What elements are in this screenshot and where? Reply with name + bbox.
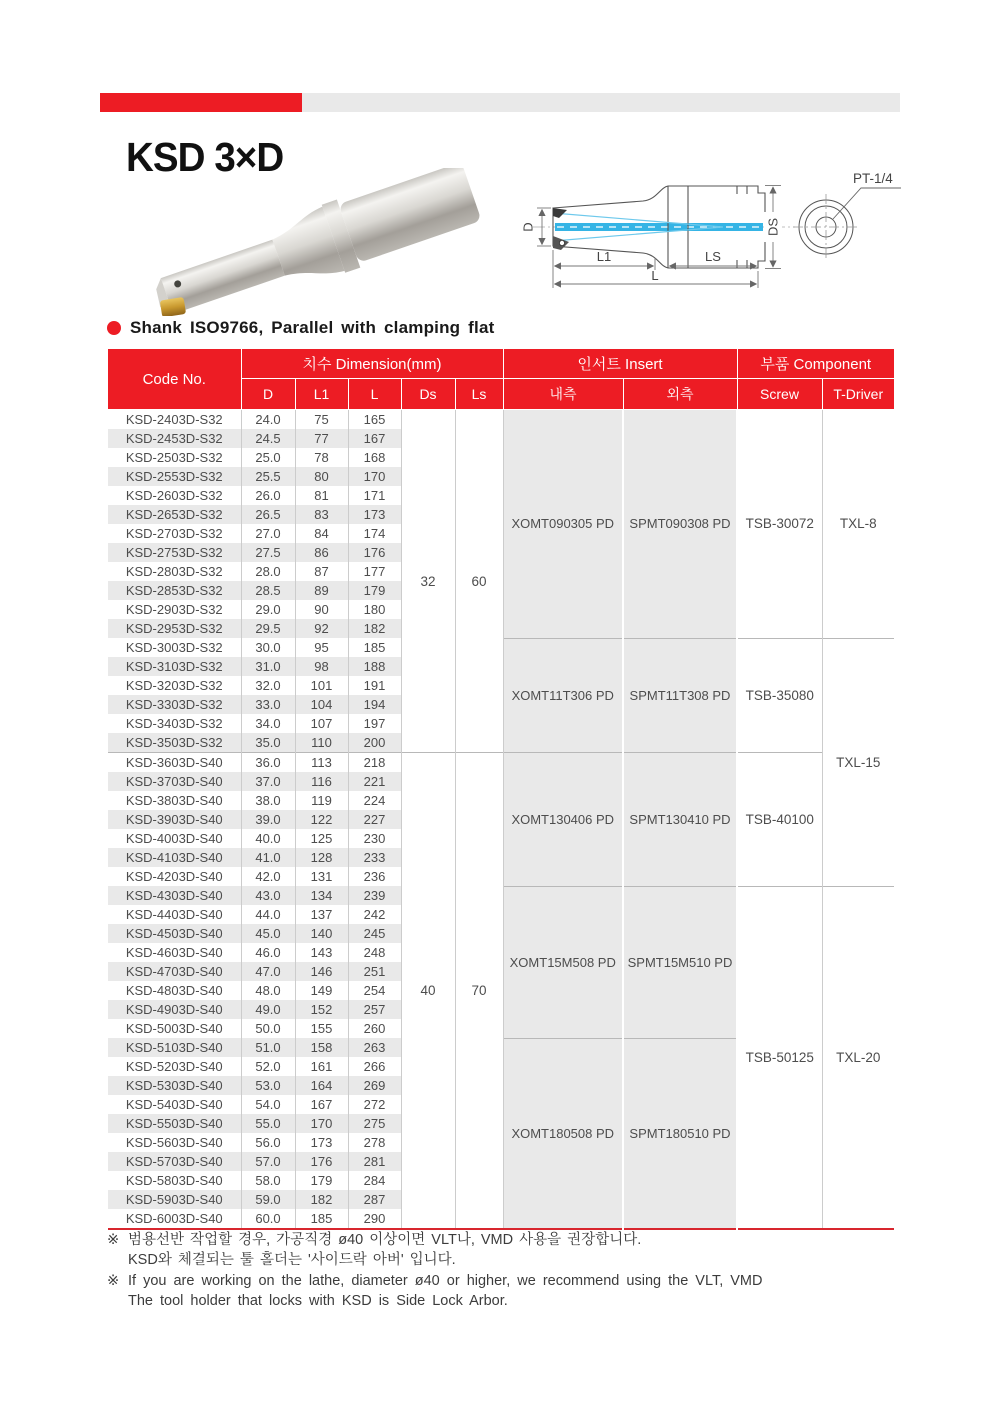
product-photo (138, 168, 510, 316)
cell-d: 28.5 (241, 581, 295, 600)
cell-l1: 81 (295, 486, 348, 505)
cell-l: 185 (348, 638, 401, 657)
cell-l1: 179 (295, 1171, 348, 1190)
cell-code: KSD-4803D-S40 (108, 981, 241, 1000)
cell-code: KSD-3903D-S40 (108, 810, 241, 829)
cell-code: KSD-4303D-S40 (108, 886, 241, 905)
cell-l: 173 (348, 505, 401, 524)
cell-d: 56.0 (241, 1133, 295, 1152)
cell-driver: TXL-8 (839, 516, 877, 532)
cell-d: 54.0 (241, 1095, 295, 1114)
cell-code: KSD-3103D-S32 (108, 657, 241, 676)
cell-l1: 182 (295, 1190, 348, 1209)
col-header-code: Code No. (108, 349, 241, 410)
cell-code: KSD-5103D-S40 (108, 1038, 241, 1057)
cell-ls: 60 (455, 410, 503, 753)
cell-d: 41.0 (241, 848, 295, 867)
cell-code: KSD-3303D-S32 (108, 695, 241, 714)
cell-l1: 143 (295, 943, 348, 962)
cell-l1: 185 (295, 1209, 348, 1229)
cell-l1: 158 (295, 1038, 348, 1057)
cell-d: 48.0 (241, 981, 295, 1000)
cell-l1: 164 (295, 1076, 348, 1095)
col-header-insert: 인서트 Insert (503, 349, 737, 379)
cell-code: KSD-2553D-S32 (108, 467, 241, 486)
cell-l1: 77 (295, 429, 348, 448)
cell-code: KSD-5903D-S40 (108, 1190, 241, 1209)
cell-code: KSD-2903D-S32 (108, 600, 241, 619)
cell-screw: TSB-30072 (737, 410, 822, 639)
footnote-korean (107, 1230, 641, 1270)
section-heading-label: Shank ISO9766, Parallel with clamping flat (130, 318, 495, 337)
cell-d: 27.0 (241, 524, 295, 543)
cell-insert-inner: XOMT130406 PD (503, 753, 623, 887)
cell-code: KSD-2403D-S32 (108, 410, 241, 430)
cell-l1: 149 (295, 981, 348, 1000)
cell-insert-inner: XOMT15M508 PD (503, 886, 623, 1038)
dimension-lines (537, 186, 781, 289)
cell-code: KSD-5703D-S40 (108, 1152, 241, 1171)
cell-l1: 75 (295, 410, 348, 430)
cell-d: 24.5 (241, 429, 295, 448)
table-row (108, 753, 894, 773)
cell-d: 46.0 (241, 943, 295, 962)
col-header-inner: 내측 (503, 379, 623, 410)
cell-code: KSD-5003D-S40 (108, 1019, 241, 1038)
cell-d: 27.5 (241, 543, 295, 562)
cell-l: 177 (348, 562, 401, 581)
cell-code: KSD-4703D-S40 (108, 962, 241, 981)
cell-l: 180 (348, 600, 401, 619)
cell-l: 165 (348, 410, 401, 430)
col-header-screw: Screw (737, 379, 822, 410)
cell-l: 227 (348, 810, 401, 829)
cell-code: KSD-5603D-S40 (108, 1133, 241, 1152)
cell-l1: 80 (295, 467, 348, 486)
cell-insert-outer: SPMT130410 PD (623, 753, 737, 887)
dim-label-d: D (520, 222, 536, 232)
cell-d: 38.0 (241, 791, 295, 810)
cell-l: 233 (348, 848, 401, 867)
cell-code: KSD-5803D-S40 (108, 1171, 241, 1190)
cell-code: KSD-3503D-S32 (108, 733, 241, 753)
footnote-english-text: If you are working on the lathe, diameter ø40 or higher, we recommend using the VLT, VMD The tool holder that locks with KSD is Side Lock Arbor. (128, 1273, 763, 1309)
cell-l1: 90 (295, 600, 348, 619)
cell-insert-inner: XOMT180508 PD (503, 1038, 623, 1229)
col-header-l: L (348, 379, 401, 410)
cell-l1: 84 (295, 524, 348, 543)
col-header-l1: L1 (295, 379, 348, 410)
cell-l: 287 (348, 1190, 401, 1209)
cell-d: 52.0 (241, 1057, 295, 1076)
cell-driver: TXL-15 (822, 638, 894, 886)
cell-l1: 134 (295, 886, 348, 905)
cell-l1: 116 (295, 772, 348, 791)
cell-d: 25.0 (241, 448, 295, 467)
cell-l1: 137 (295, 905, 348, 924)
cell-l1: 104 (295, 695, 348, 714)
cell-code: KSD-3203D-S32 (108, 676, 241, 695)
cell-l: 245 (348, 924, 401, 943)
end-view (793, 188, 901, 260)
col-header-dimension: 치수 Dimension(mm) (241, 349, 503, 379)
cell-l: 182 (348, 619, 401, 638)
dim-label-ls: LS (705, 249, 721, 264)
footnote-marker: ※ (107, 1232, 120, 1248)
cell-l: 266 (348, 1057, 401, 1076)
cell-l: 281 (348, 1152, 401, 1171)
cell-l: 260 (348, 1019, 401, 1038)
cell-d: 25.5 (241, 467, 295, 486)
cell-code: KSD-2953D-S32 (108, 619, 241, 638)
cell-ds: 32 (401, 410, 455, 753)
cell-l: 179 (348, 581, 401, 600)
cell-ls: 70 (455, 753, 503, 1230)
cell-l1: 161 (295, 1057, 348, 1076)
cell-d: 29.0 (241, 600, 295, 619)
cell-d: 24.0 (241, 410, 295, 430)
cell-l1: 152 (295, 1000, 348, 1019)
spec-table (108, 349, 894, 1230)
cell-l: 278 (348, 1133, 401, 1152)
cell-l1: 167 (295, 1095, 348, 1114)
col-header-component: 부품 Component (737, 349, 894, 379)
cell-d: 55.0 (241, 1114, 295, 1133)
cell-code: KSD-4003D-S40 (108, 829, 241, 848)
cell-ds: 40 (401, 753, 455, 1230)
cell-d: 42.0 (241, 867, 295, 886)
cell-l: 239 (348, 886, 401, 905)
cell-d: 58.0 (241, 1171, 295, 1190)
cell-code: KSD-2653D-S32 (108, 505, 241, 524)
cell-insert-inner: XOMT11T306 PD (503, 638, 623, 753)
cell-code: KSD-2503D-S32 (108, 448, 241, 467)
cell-l: 290 (348, 1209, 401, 1229)
cell-d: 53.0 (241, 1076, 295, 1095)
tech-diagram (515, 163, 910, 303)
dim-label-l1: L1 (596, 249, 612, 264)
cell-l: 194 (348, 695, 401, 714)
cell-l: 257 (348, 1000, 401, 1019)
cell-l: 167 (348, 429, 401, 448)
cell-d: 34.0 (241, 714, 295, 733)
cell-l: 221 (348, 772, 401, 791)
top-accent-bar (100, 93, 900, 112)
cell-l1: 101 (295, 676, 348, 695)
cell-code: KSD-3003D-S32 (108, 638, 241, 657)
dim-label-ds: DS (765, 217, 781, 237)
cell-l1: 122 (295, 810, 348, 829)
cell-l1: 86 (295, 543, 348, 562)
cell-l1: 83 (295, 505, 348, 524)
cell-code: KSD-5503D-S40 (108, 1114, 241, 1133)
cell-d: 26.0 (241, 486, 295, 505)
cell-l1: 131 (295, 867, 348, 886)
cell-l: 171 (348, 486, 401, 505)
cell-l1: 107 (295, 714, 348, 733)
page-title: KSD 3×D (126, 134, 284, 180)
col-header-d: D (241, 379, 295, 410)
footnote-english (107, 1271, 762, 1311)
cell-code: KSD-5403D-S40 (108, 1095, 241, 1114)
bullet-icon (107, 321, 121, 335)
cell-l1: 113 (295, 753, 348, 773)
spec-table-wrap (108, 349, 894, 1230)
cell-code: KSD-5303D-S40 (108, 1076, 241, 1095)
cell-driver: TXL-20 (822, 886, 894, 1229)
cell-d: 60.0 (241, 1209, 295, 1229)
cell-code: KSD-2803D-S32 (108, 562, 241, 581)
cell-d: 57.0 (241, 1152, 295, 1171)
top-accent-bar-red (100, 93, 302, 112)
cell-l1: 110 (295, 733, 348, 753)
cell-code: KSD-3403D-S32 (108, 714, 241, 733)
cell-l1: 78 (295, 448, 348, 467)
cell-code: KSD-2753D-S32 (108, 543, 241, 562)
cell-d: 44.0 (241, 905, 295, 924)
col-header-ds: Ds (401, 379, 455, 410)
cell-d: 59.0 (241, 1190, 295, 1209)
cell-d: 35.0 (241, 733, 295, 753)
cell-d: 33.0 (241, 695, 295, 714)
cell-d: 50.0 (241, 1019, 295, 1038)
cell-l1: 170 (295, 1114, 348, 1133)
cell-l1: 173 (295, 1133, 348, 1152)
cell-code: KSD-3703D-S40 (108, 772, 241, 791)
tip-insert-top (553, 208, 567, 218)
cell-l1: 98 (295, 657, 348, 676)
cell-l1: 155 (295, 1019, 348, 1038)
cell-l: 284 (348, 1171, 401, 1190)
cell-l: 254 (348, 981, 401, 1000)
cell-l: 242 (348, 905, 401, 924)
cell-code: KSD-6003D-S40 (108, 1209, 241, 1229)
cell-l1: 87 (295, 562, 348, 581)
cell-d: 30.0 (241, 638, 295, 657)
cell-l1: 128 (295, 848, 348, 867)
cell-l: 200 (348, 733, 401, 753)
cell-d: 39.0 (241, 810, 295, 829)
cell-d: 31.0 (241, 657, 295, 676)
cell-l: 168 (348, 448, 401, 467)
cell-l: 248 (348, 943, 401, 962)
cell-d: 37.0 (241, 772, 295, 791)
cell-code: KSD-3603D-S40 (108, 753, 241, 773)
cell-d: 51.0 (241, 1038, 295, 1057)
cell-code: KSD-4503D-S40 (108, 924, 241, 943)
drill-photo-body (145, 168, 484, 316)
cell-l: 197 (348, 714, 401, 733)
cell-screw: TSB-40100 (737, 753, 822, 887)
cell-l: 269 (348, 1076, 401, 1095)
col-header-tdriver: T-Driver (822, 379, 894, 410)
cell-d: 36.0 (241, 753, 295, 773)
cell-l: 170 (348, 467, 401, 486)
cell-d: 49.0 (241, 1000, 295, 1019)
cell-l1: 119 (295, 791, 348, 810)
cell-l: 174 (348, 524, 401, 543)
cell-d: 26.5 (241, 505, 295, 524)
cell-code: KSD-4403D-S40 (108, 905, 241, 924)
cell-l: 188 (348, 657, 401, 676)
cell-l1: 146 (295, 962, 348, 981)
table-row (108, 410, 894, 430)
cell-d: 45.0 (241, 924, 295, 943)
cell-l1: 95 (295, 638, 348, 657)
cell-insert-outer: SPMT15M510 PD (623, 886, 737, 1038)
cell-code: KSD-5203D-S40 (108, 1057, 241, 1076)
cell-d: 43.0 (241, 886, 295, 905)
table-body (108, 410, 894, 1230)
cell-l: 251 (348, 962, 401, 981)
cell-insert-outer: SPMT180510 PD (623, 1038, 737, 1229)
cell-l1: 89 (295, 581, 348, 600)
dim-label-l: L (651, 268, 659, 283)
cell-d: 47.0 (241, 962, 295, 981)
cell-code: KSD-2703D-S32 (108, 524, 241, 543)
cell-d: 32.0 (241, 676, 295, 695)
cell-screw: TSB-50125 (737, 886, 822, 1229)
cell-d: 28.0 (241, 562, 295, 581)
cell-d: 29.5 (241, 619, 295, 638)
cell-code: KSD-4103D-S40 (108, 848, 241, 867)
cell-code: KSD-4903D-S40 (108, 1000, 241, 1019)
footnote-marker: ※ (107, 1273, 120, 1289)
cell-code: KSD-2453D-S32 (108, 429, 241, 448)
cell-screw: TSB-35080 (737, 638, 822, 753)
section-heading (107, 318, 494, 338)
col-header-outer: 외측 (623, 379, 737, 410)
pt-label: PT-1/4 (853, 171, 893, 186)
cell-l: 191 (348, 676, 401, 695)
cell-l: 275 (348, 1114, 401, 1133)
cell-l1: 140 (295, 924, 348, 943)
cell-code: KSD-4603D-S40 (108, 943, 241, 962)
cell-l1: 92 (295, 619, 348, 638)
cell-insert-inner: XOMT090305 PD (503, 410, 623, 639)
cell-code: KSD-2603D-S32 (108, 486, 241, 505)
cell-l: 218 (348, 753, 401, 773)
cell-insert-outer: SPMT11T308 PD (623, 638, 737, 753)
cell-l: 263 (348, 1038, 401, 1057)
col-header-ls: Ls (455, 379, 503, 410)
cell-l: 236 (348, 867, 401, 886)
cell-l: 224 (348, 791, 401, 810)
cell-l1: 125 (295, 829, 348, 848)
cell-d: 40.0 (241, 829, 295, 848)
cell-l: 272 (348, 1095, 401, 1114)
cell-l: 230 (348, 829, 401, 848)
cell-insert-outer: SPMT090308 PD (623, 410, 737, 639)
cell-l1: 176 (295, 1152, 348, 1171)
cell-l: 176 (348, 543, 401, 562)
cell-code: KSD-2853D-S32 (108, 581, 241, 600)
cell-code: KSD-3803D-S40 (108, 791, 241, 810)
footnote-korean-text: 범용선반 작업할 경우, 가공직경 ø40 이상이면 VLT나, VMD 사용을 권장합니다. KSD와 체결되는 툴 홀더는 '사이드락 아버' 입니다. (128, 1232, 642, 1268)
cell-code: KSD-4203D-S40 (108, 867, 241, 886)
